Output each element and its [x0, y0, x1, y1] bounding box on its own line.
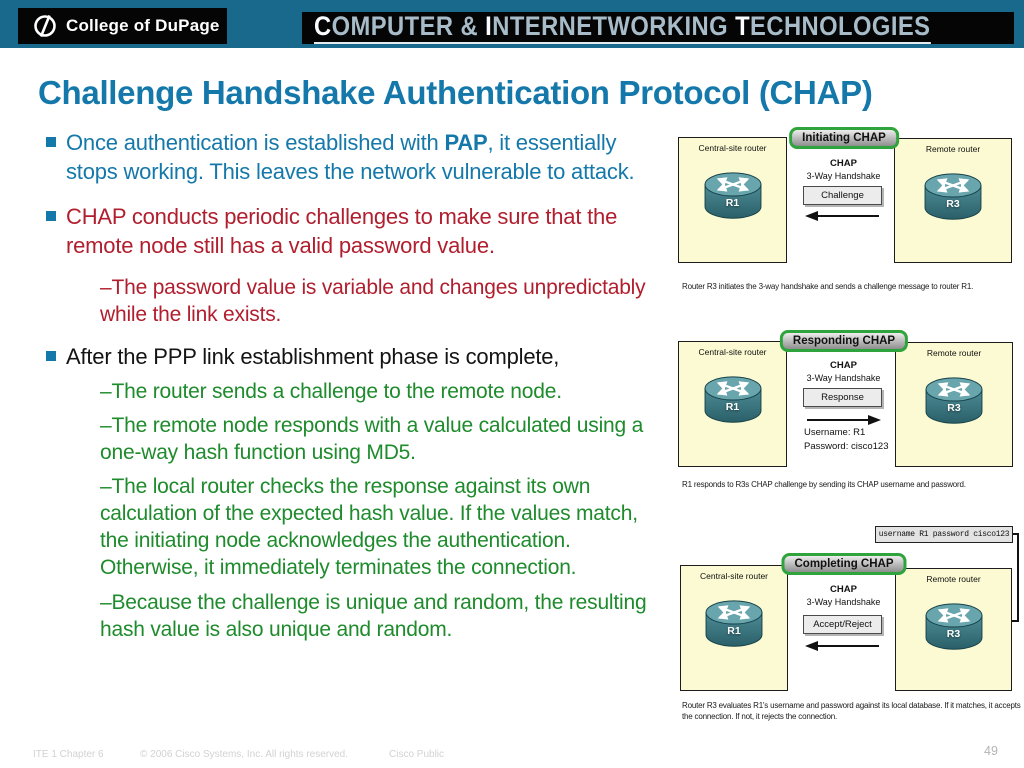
institution-name: College of DuPage [66, 16, 220, 35]
phase-badge: Completing CHAP [781, 553, 906, 575]
diagram-caption: Router R3 initiates the 3-way handshake and sends a challenge message to router R1. [682, 282, 974, 291]
diagram-completing-chap [677, 520, 1024, 750]
router-icon [923, 375, 985, 429]
bullet-square-icon [46, 211, 56, 221]
bullet-pap [38, 128, 672, 186]
router-name: R3 [947, 402, 961, 414]
router-box-label: Remote router [926, 348, 982, 358]
remote-router-box [895, 568, 1012, 691]
page-title: Challenge Handshake Authentication Protocol (CHAP) [38, 74, 873, 111]
bullet-ppp-phase [38, 342, 672, 371]
protocol-label: CHAP [830, 584, 857, 595]
bullet-square-icon [46, 351, 56, 361]
handshake-label: 3-Way Handshake [806, 597, 881, 607]
diagram-initiating-chap [677, 127, 1024, 305]
remote-router-box [895, 342, 1013, 467]
protocol-label: CHAP [830, 360, 857, 371]
router-icon [923, 601, 985, 655]
router-box-label: Central-site router [699, 571, 769, 581]
page-number: 49 [984, 744, 998, 758]
router-icon [703, 598, 765, 652]
router-name: R1 [727, 625, 741, 637]
sub-bullet-password-variable: –The password value is variable and changes unpredictably while the link exists. [100, 276, 646, 326]
message-box: Challenge [803, 186, 882, 205]
diagram-caption: R1 responds to R3s CHAP challenge by sending its CHAP username and password. [682, 480, 966, 489]
bullet-pap-text: Once authentication is established with PAP, it essentially stops working. This leaves the network vulnerable to attack. [66, 130, 635, 184]
router-name: R1 [725, 197, 740, 209]
bullet-square-icon [46, 137, 56, 147]
router-box-label: Central-site router [698, 143, 767, 153]
arrow-right-icon [805, 414, 881, 426]
router-name: R1 [725, 401, 740, 413]
central-site-router-box [678, 137, 787, 263]
handshake-label: 3-Way Handshake [806, 373, 881, 383]
router-box-label: Central-site router [698, 347, 767, 357]
phase-badge: Responding CHAP [780, 330, 908, 352]
router-name: R3 [946, 628, 961, 640]
phase-badge: Initiating CHAP [789, 127, 899, 149]
protocol-label: CHAP [830, 158, 857, 169]
message-box: Response [803, 388, 882, 407]
bullet-chap-challenges [38, 202, 672, 260]
router-name: R3 [946, 198, 960, 210]
footer-course: ITE 1 Chapter 6 [33, 749, 104, 760]
message-box: Accept/Reject [803, 615, 882, 634]
program-banner-title: COMPUTER & INTERNETWORKING TECHNOLOGIES [314, 13, 930, 44]
footer-classification: Cisco Public [389, 749, 445, 760]
router-icon [702, 374, 764, 428]
router-icon [702, 170, 764, 224]
sub-bullet-unique-random: –Because the challenge is unique and random, the resulting hash value is also unique and random. [100, 591, 647, 641]
router-box-label: Remote router [925, 144, 981, 154]
bullet-ppp-phase-text: After the PPP link establishment phase is complete, [66, 344, 560, 369]
central-site-router-box [678, 341, 787, 467]
router-icon [922, 171, 984, 225]
sub-bullet-challenge: –The router sends a challenge to the remote node. [100, 380, 562, 403]
college-of-dupage-logo-icon [32, 13, 58, 39]
diagram-responding-chap [677, 327, 1024, 497]
sub-bullet-hash-check: –The local router checks the response against its own calculation of the expected hash value. If the values match, the initiating node acknowledges the authentication. Otherwise, it immediately terminates the connection. [100, 475, 638, 579]
footer-copyright: © 2006 Cisco Systems, Inc. All rights reserved. [140, 749, 349, 760]
handshake-label: 3-Way Handshake [806, 171, 881, 181]
chap-credentials [804, 426, 888, 454]
arrow-left-icon [805, 210, 881, 222]
central-site-router-box [680, 565, 788, 691]
credentials-code-label: username R1 password cisco123 [875, 526, 1013, 543]
arrow-left-icon [805, 640, 881, 652]
sub-bullet-md5-response: –The remote node responds with a value calculated using a one-way hash function using MD5. [100, 414, 644, 464]
router-box-label: Remote router [926, 574, 981, 584]
college-logo [18, 8, 227, 44]
remote-router-box [894, 138, 1012, 263]
credential-password: Password: cisco123 [804, 441, 889, 452]
diagram-caption: Router R3 evaluates R1's username and password against its local database. If it matches, it accepts the connection. If not, it rejects the connection. [682, 701, 1021, 721]
bullet-chap-challenges-text: CHAP conducts periodic challenges to make sure that the remote node still has a valid password value. [66, 204, 618, 258]
program-banner [302, 12, 1014, 44]
bullet-list [38, 118, 672, 643]
credential-username: Username: R1 [804, 427, 866, 438]
header-bar [0, 0, 1024, 48]
